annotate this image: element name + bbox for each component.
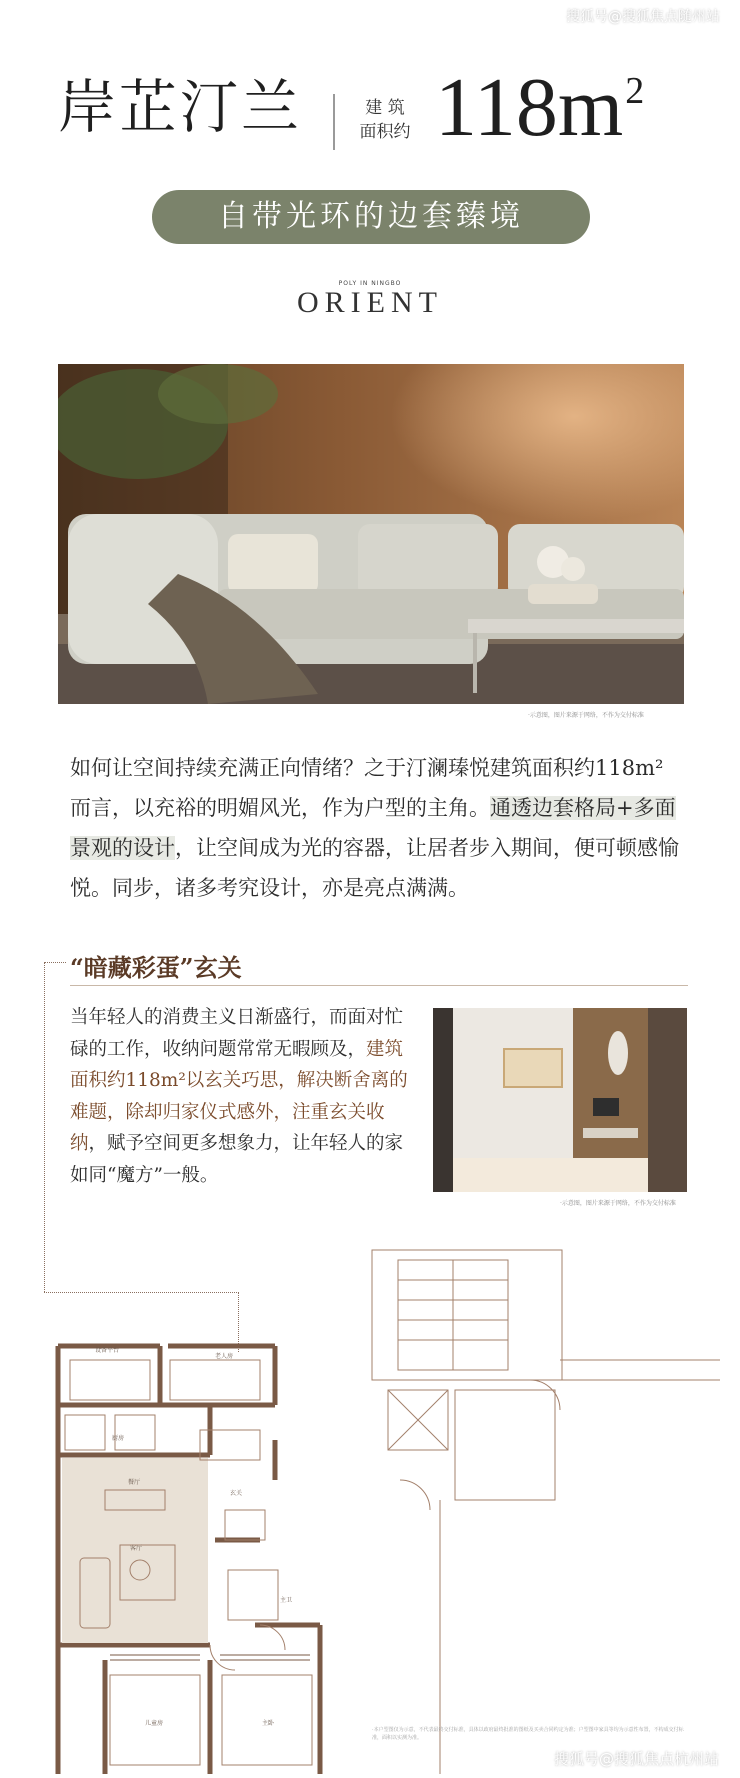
photo2-caption: ·示意图，图片来源于网络，不作为交付标准 <box>560 1200 676 1207</box>
entrance-paragraph <box>70 1002 410 1191</box>
intro-text-1: 如何让空间持续充满正向情绪？之于汀澜瑧悦建筑面积约118m²而言，以充裕的明媚风光，作为户型的主角。 <box>70 756 664 820</box>
intro-highlight: 通透边套格局+多面景观的设计 <box>70 796 676 860</box>
brand-logo: ORIENT <box>297 286 443 319</box>
dotted-guide-top <box>44 962 66 963</box>
section-divider <box>70 985 688 986</box>
room-label-dining: 餐厅 <box>128 1479 141 1486</box>
room-label-living: 客厅 <box>130 1545 143 1552</box>
entrance-photo <box>433 1008 687 1192</box>
floorplan-note: ·本户型图仅为示意，不代表最终交付标准，具体以政府最终批准的图纸及买卖合同约定为准；户型图中家具等均为示意性布置，不构成交付标准，面积以实测为准。 <box>372 1727 684 1741</box>
room-label-platform: 设备平台 <box>95 1347 120 1354</box>
area-label-line2: 面积约 <box>359 122 411 142</box>
entrance-text-c: ，赋予空间更多想象力，让年轻人的家如同“魔方”一般。 <box>70 1133 404 1186</box>
title-separator <box>333 94 335 150</box>
room-label-foyer: 玄关 <box>230 1490 243 1497</box>
room-label-child: 儿童房 <box>145 1720 164 1727</box>
room-label-kitchen: 厨房 <box>112 1435 125 1442</box>
slogan-pill: 自带光环的边套臻境 <box>152 190 590 244</box>
watermark-bottom: 搜狐号@搜狐焦点杭州站 <box>554 1750 720 1768</box>
intro-paragraph <box>70 748 680 908</box>
room-label-elder: 老人房 <box>215 1353 234 1360</box>
area-label <box>345 96 425 144</box>
section-title-entrance: “暗藏彩蛋”玄关 <box>70 953 242 982</box>
intro-text-2: ，让空间成为光的容器，让居者步入期间，便可顿感愉悦。同步，诸多考究设计，亦是亮点满满。 <box>70 836 679 900</box>
brand-subtitle: POLY IN NINGBO <box>338 280 402 287</box>
room-label-master: 主卧 <box>262 1720 275 1727</box>
area-value <box>435 61 645 154</box>
photo1-caption: ·示意图，图片来源于网络，不作为交付标准 <box>528 712 644 719</box>
area-label-line1: 建 筑 <box>365 98 405 118</box>
project-title: 岸芷汀兰 <box>58 73 303 141</box>
entrance-text-a: 当年轻人的消费主义日渐盛行，而面对忙碌的工作，收纳问题常常无暇顾及， <box>70 1007 404 1060</box>
room-label-bath: 主卫 <box>280 1597 293 1604</box>
entrance-text-highlight: 建筑面积约118m²以玄关巧思，解决断舍离的难题，除却归家仪式感外，注重玄关收纳 <box>70 1038 408 1154</box>
watermark-top: 搜狐号@搜狐焦点随州站 <box>566 9 720 25</box>
floor-plan <box>0 1240 740 1774</box>
area-unit-sup: 2 <box>625 70 645 112</box>
living-room-photo <box>58 364 684 704</box>
area-number: 118m <box>435 61 624 154</box>
